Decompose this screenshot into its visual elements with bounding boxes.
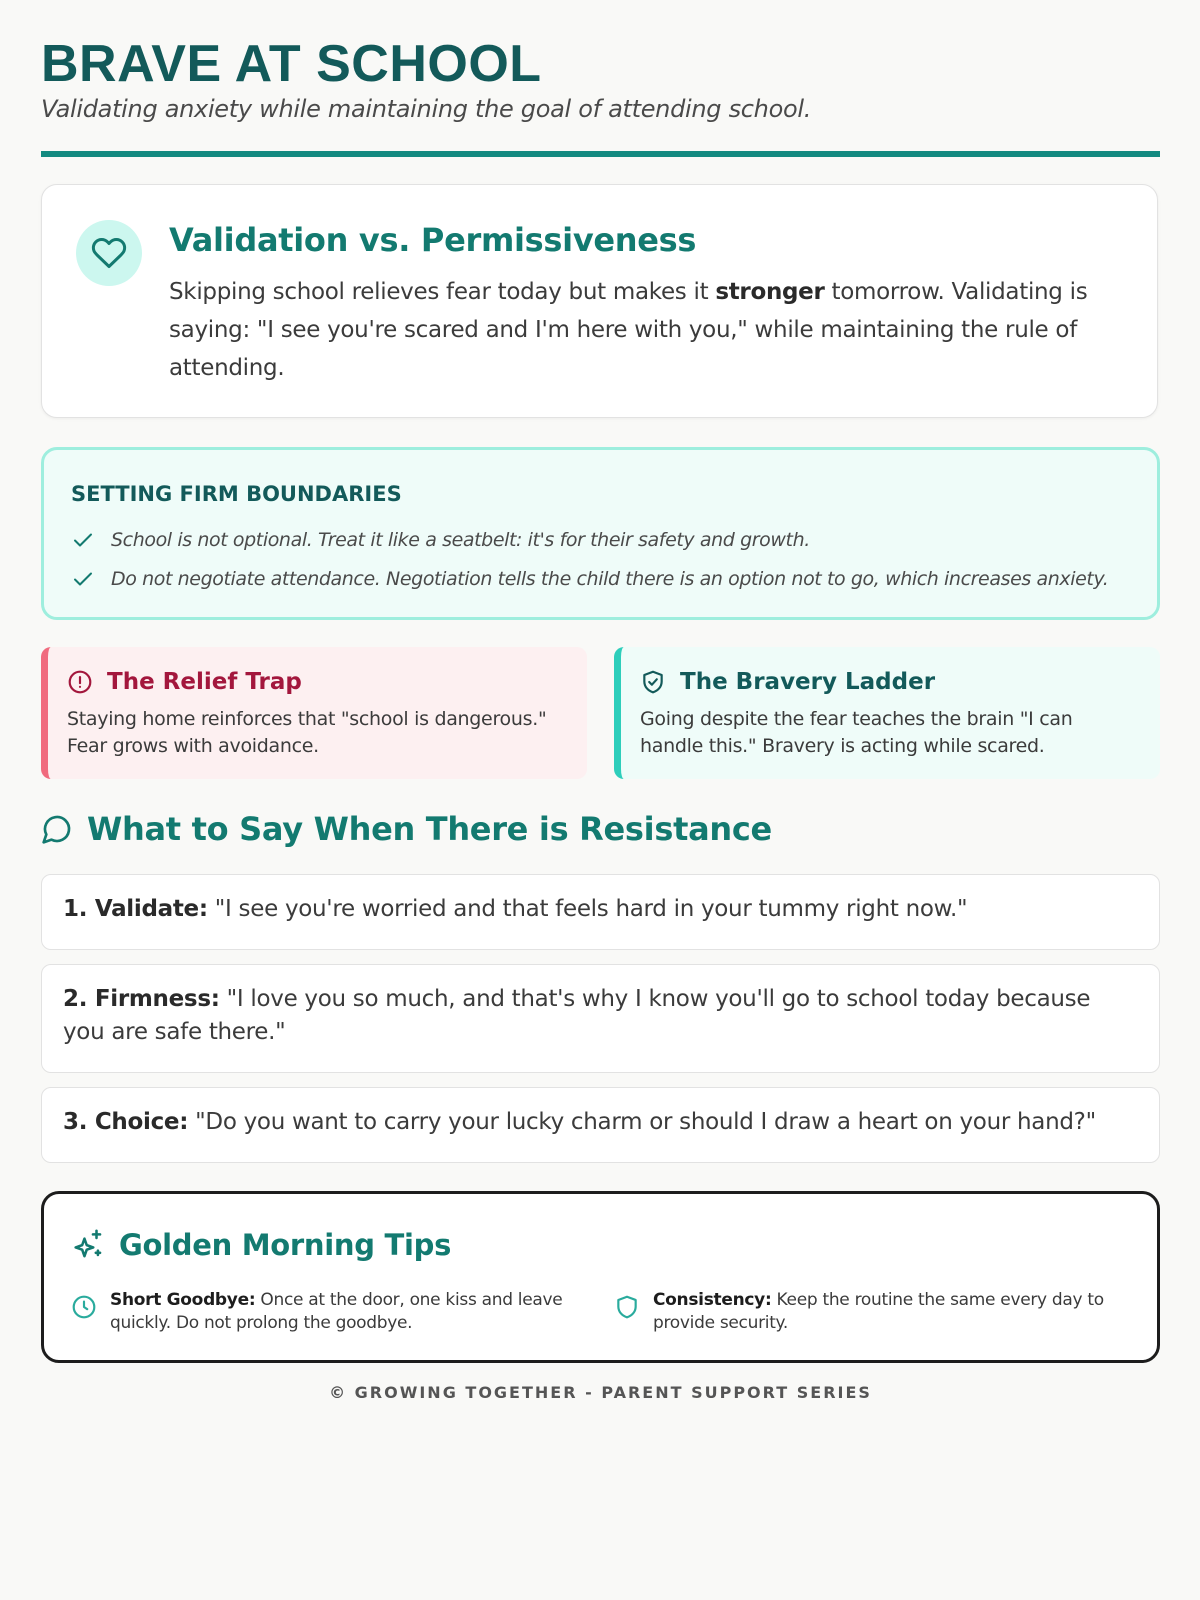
tip-item xyxy=(71,1289,581,1335)
boundary-item xyxy=(71,567,1108,591)
tip-item xyxy=(614,1289,1134,1335)
boundary-item xyxy=(71,528,810,552)
shield-check-icon xyxy=(640,669,666,695)
step-label: 3. Choice: xyxy=(63,1109,189,1135)
tip-label: Consistency: xyxy=(653,1290,772,1310)
footer-credit: © GROWING TOGETHER - PARENT SUPPORT SERIES xyxy=(329,1383,872,1402)
tip-label: Short Goodbye: xyxy=(110,1290,256,1310)
bravery-ladder-card xyxy=(614,647,1160,779)
boundaries-card xyxy=(41,447,1160,620)
step-label: 2. Firmness: xyxy=(63,986,220,1012)
step-text: "Do you want to carry your lucky charm or should I draw a heart on your hand?" xyxy=(188,1109,1096,1135)
header-divider xyxy=(41,151,1160,157)
tip-text xyxy=(653,1289,1134,1335)
golden-tips-card xyxy=(41,1191,1160,1363)
validation-text-start: Skipping school relieves fear today but makes it xyxy=(169,279,716,305)
resistance-step xyxy=(41,964,1160,1073)
tip-text xyxy=(110,1289,581,1335)
bravery-ladder-title: The Bravery Ladder xyxy=(680,669,936,695)
relief-trap-header xyxy=(67,669,302,695)
boundary-item-text: School is not optional. Treat it like a seatbelt: it's for their safety and growth. xyxy=(111,529,810,551)
heart-icon-badge xyxy=(76,220,142,286)
step-label: 1. Validate: xyxy=(63,896,208,922)
tip-body: Keep the routine the same every day to provide security. xyxy=(653,1290,1104,1333)
relief-trap-text: Staying home reinforces that "school is dangerous." Fear grows with avoidance. xyxy=(67,708,547,757)
check-icon xyxy=(71,528,95,552)
boundary-item-text: Do not negotiate attendance. Negotiation tells the child there is an option not to go, which increases anxiety. xyxy=(111,568,1109,590)
relief-trap-card xyxy=(41,647,587,779)
sparkles-icon xyxy=(71,1228,105,1262)
resistance-step xyxy=(41,874,1160,950)
boundaries-heading: SETTING FIRM BOUNDARIES xyxy=(71,482,402,506)
check-icon xyxy=(71,567,95,591)
validation-card xyxy=(41,184,1158,418)
golden-tips-heading: Golden Morning Tips xyxy=(119,1228,452,1262)
clock-icon xyxy=(71,1294,97,1320)
validation-text xyxy=(169,273,1109,387)
page-title: BRAVE AT SCHOOL xyxy=(41,35,542,93)
alert-circle-icon xyxy=(67,669,93,695)
resistance-header xyxy=(41,810,772,848)
shield-icon xyxy=(614,1294,640,1320)
validation-text-end: tomorrow. Validating is saying: "I see you're scared and I'm here with you," while maintaining the rule of attending. xyxy=(169,279,1088,381)
golden-tips-header xyxy=(71,1228,451,1262)
validation-text-emphasis: stronger xyxy=(715,279,825,305)
resistance-step xyxy=(41,1087,1160,1163)
heart-icon xyxy=(91,235,127,271)
step-text: "I love you so much, and that's why I know you'll go to school today because you are safe there." xyxy=(63,986,1091,1045)
bravery-ladder-header xyxy=(640,669,935,695)
chat-bubble-icon xyxy=(41,813,73,845)
page-subtitle: Validating anxiety while maintaining the goal of attending school. xyxy=(41,95,812,123)
resistance-heading: What to Say When There is Resistance xyxy=(87,810,772,848)
validation-heading: Validation vs. Permissiveness xyxy=(169,221,697,259)
step-text: "I see you're worried and that feels hard in your tummy right now." xyxy=(207,896,968,922)
bravery-ladder-text: Going despite the fear teaches the brain "I can handle this." Bravery is acting while scared. xyxy=(640,708,1073,757)
relief-trap-title: The Relief Trap xyxy=(107,669,302,695)
tip-body: Once at the door, one kiss and leave quickly. Do not prolong the goodbye. xyxy=(110,1290,563,1333)
